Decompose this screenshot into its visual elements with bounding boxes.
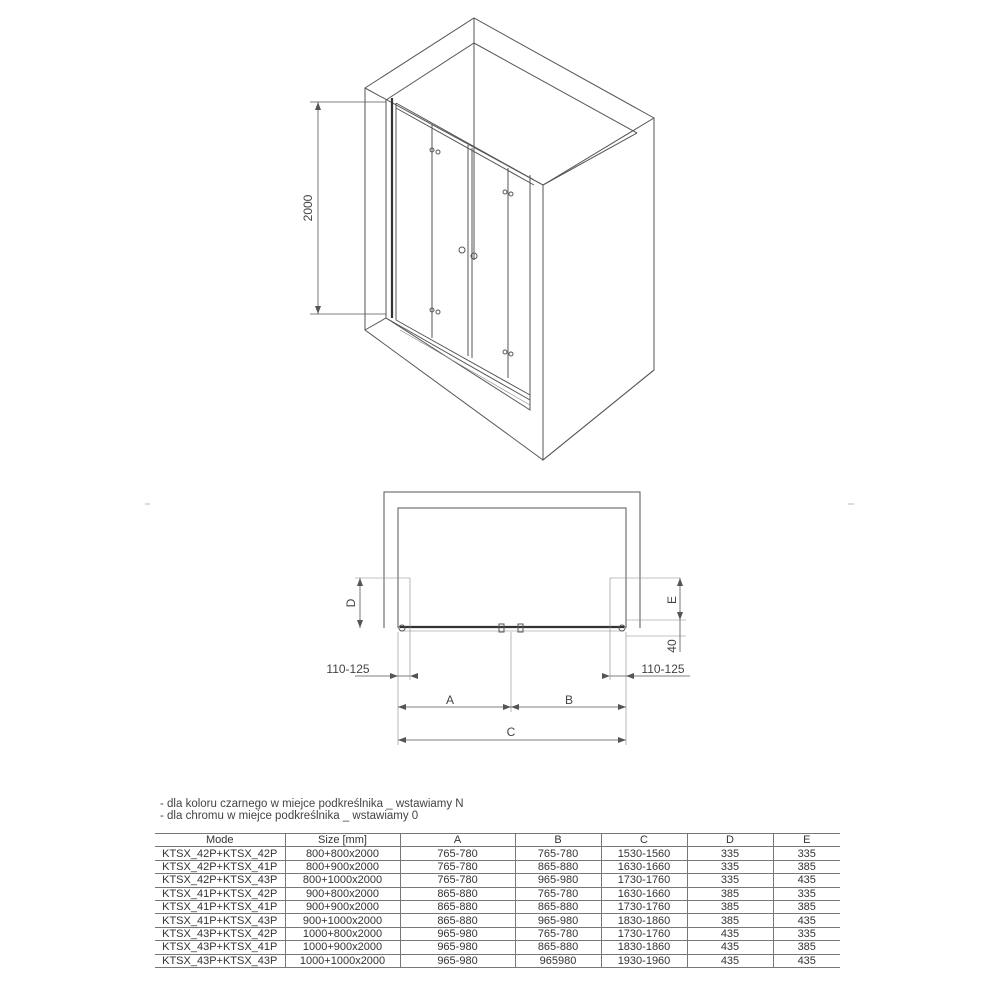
notes	[160, 798, 464, 822]
hinge-icon	[503, 350, 507, 354]
cell-d: 335	[687, 847, 773, 860]
cell-d: 385	[687, 914, 773, 927]
cell-size: 900+1000x2000	[285, 914, 400, 927]
cell-size: 800+800x2000	[285, 847, 400, 860]
height-label: 2000	[301, 194, 315, 222]
header-a: A	[400, 834, 515, 847]
note-chrome: - dla chromu w miejce podkreślnika _ wstawiamy 0	[160, 810, 419, 822]
cell-mode: KTSX_42P+KTSX_41P	[162, 860, 278, 873]
cell-size: 1000+1000x2000	[285, 954, 400, 967]
right-offset-label: 110-125	[641, 662, 685, 676]
cell-c: 1730-1760	[601, 874, 687, 887]
arrow-icon	[315, 306, 321, 314]
arrow-icon	[390, 673, 398, 679]
cell-e: 335	[773, 887, 840, 900]
niche-outer-outline	[384, 492, 640, 628]
hinge-icon	[509, 192, 513, 196]
cell-e: 435	[773, 954, 840, 967]
cell-b: 865-880	[515, 860, 601, 873]
depth-right-label: E	[665, 595, 679, 605]
cell-e: 385	[773, 860, 840, 873]
inner-right-top	[543, 133, 637, 185]
spec-table	[155, 833, 840, 968]
table-row	[155, 941, 840, 954]
table-row	[155, 954, 840, 967]
cell-d: 435	[687, 941, 773, 954]
cell-d: 435	[687, 954, 773, 967]
cell-mode: KTSX_43P+KTSX_43P	[162, 954, 278, 967]
cell-d: 435	[687, 927, 773, 940]
arrow-icon	[357, 620, 363, 628]
depth-left-label: D	[344, 598, 358, 608]
gap-label: 40	[665, 639, 679, 653]
arrow-icon	[410, 673, 418, 679]
cell-mode: KTSX_41P+KTSX_41P	[162, 901, 278, 914]
hinge-icon	[503, 190, 507, 194]
cell-b: 965980	[515, 954, 601, 967]
arrow-icon	[511, 704, 519, 710]
niche-outline	[365, 18, 654, 460]
floor-line	[400, 330, 530, 405]
cell-a: 865-880	[400, 887, 515, 900]
cell-size: 1000+900x2000	[285, 941, 400, 954]
hinge-icon	[436, 150, 440, 154]
table-row	[155, 887, 840, 900]
cell-c: 1830-1860	[601, 941, 687, 954]
table-row	[155, 914, 840, 927]
cell-b: 965-980	[515, 914, 601, 927]
cell-c: 1730-1760	[601, 900, 687, 913]
arrow-icon	[398, 704, 406, 710]
cell-c: 1930-1960	[601, 954, 687, 967]
cell-b: 965-980	[515, 874, 601, 887]
arrow-icon	[602, 673, 610, 679]
header-b: B	[515, 834, 601, 847]
cell-c: 1530-1560	[601, 847, 687, 860]
cell-size: 900+800x2000	[285, 887, 400, 900]
cell-mode: KTSX_43P+KTSX_42P	[162, 927, 278, 940]
cell-a: 765-780	[400, 860, 515, 873]
table-body	[155, 847, 840, 968]
cell-e: 335	[773, 847, 840, 860]
cell-d: 335	[687, 874, 773, 887]
a-label: A	[445, 693, 455, 707]
cell-size: 1000+800x2000	[285, 927, 400, 940]
cell-b: 765-780	[515, 927, 601, 940]
header-c: C	[601, 834, 687, 847]
cell-c: 1830-1860	[601, 914, 687, 927]
b-label: B	[564, 693, 574, 707]
note-black: - dla koloru czarnego w miejce podkreślnika _ wstawiamy N	[160, 798, 464, 810]
cell-mode: KTSX_41P+KTSX_43P	[162, 914, 278, 927]
cell-a: 765-780	[400, 874, 515, 887]
cell-mode: KTSX_42P+KTSX_42P	[162, 847, 278, 860]
cell-c: 1630-1660	[601, 887, 687, 900]
table-row	[155, 847, 840, 860]
arrow-icon	[626, 673, 634, 679]
bottom-edge	[396, 320, 530, 395]
hinge-icon	[509, 352, 513, 356]
header-e: E	[773, 834, 840, 847]
cell-size: 900+900x2000	[285, 900, 400, 913]
cell-a: 865-880	[400, 914, 515, 927]
arrow-icon	[677, 612, 683, 620]
cell-mode: KTSX_42P+KTSX_43P	[162, 874, 278, 887]
cell-a: 765-780	[400, 847, 515, 860]
cell-a: 865-880	[400, 900, 515, 913]
c-label: C	[506, 725, 516, 739]
arrow-icon	[618, 704, 626, 710]
handle-icon	[459, 247, 465, 253]
top-view	[145, 492, 854, 745]
table-row	[155, 927, 840, 940]
right-wall-face	[543, 118, 654, 460]
cell-e: 435	[773, 914, 840, 927]
isometric-view	[301, 18, 654, 460]
arrow-icon	[618, 737, 626, 743]
cell-b: 865-880	[515, 900, 601, 913]
cell-c: 1630-1660	[601, 860, 687, 873]
header-size: Size [mm]	[285, 834, 400, 847]
niche-inner-outline	[398, 508, 626, 628]
top-rail-inner	[396, 108, 534, 185]
arrow-icon	[503, 704, 511, 710]
top-rail	[396, 103, 534, 180]
cell-a: 965-980	[400, 927, 515, 940]
cell-e: 385	[773, 941, 840, 954]
cell-b: 865-880	[515, 941, 601, 954]
arrow-icon	[677, 578, 683, 586]
cell-size: 800+900x2000	[285, 860, 400, 873]
header-mode: Mode	[205, 834, 234, 847]
cell-b: 765-780	[515, 887, 601, 900]
cell-c: 1730-1760	[601, 927, 687, 940]
cell-d: 385	[687, 887, 773, 900]
cell-mode: KTSX_41P+KTSX_42P	[162, 887, 278, 900]
cell-mode: KTSX_43P+KTSX_41P	[162, 941, 278, 954]
table-header-row	[155, 834, 840, 847]
cell-e: 435	[773, 874, 840, 887]
left-offset-label: 110-125	[326, 662, 370, 676]
cell-d: 335	[687, 860, 773, 873]
floor-left-edge	[365, 318, 386, 330]
table-row	[155, 874, 840, 887]
cell-e: 385	[773, 900, 840, 913]
cell-a: 965-980	[400, 941, 515, 954]
cell-d: 385	[687, 900, 773, 913]
table-row	[155, 860, 840, 873]
header-d: D	[687, 834, 773, 847]
hinge-icon	[436, 310, 440, 314]
table-row	[155, 900, 840, 913]
cell-size: 800+1000x2000	[285, 874, 400, 887]
cell-a: 965-980	[400, 954, 515, 967]
cell-e: 335	[773, 927, 840, 940]
arrow-icon	[315, 102, 321, 110]
arrow-icon	[357, 578, 363, 586]
arrow-icon	[398, 737, 406, 743]
cell-b: 765-780	[515, 847, 601, 860]
